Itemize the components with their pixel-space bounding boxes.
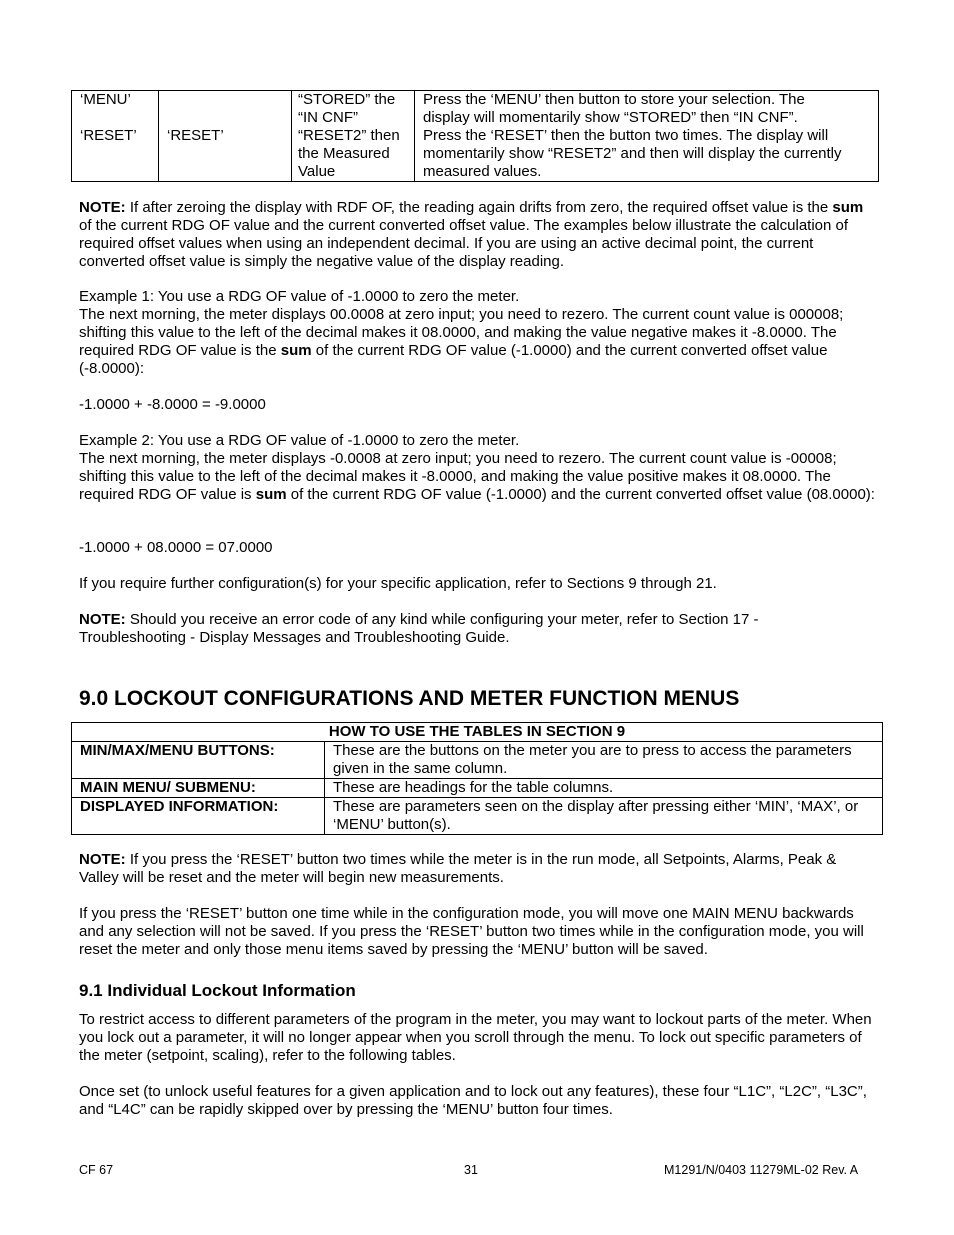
how-table-term: MAIN MENU/ SUBMENU: (72, 779, 325, 798)
note-offset-paragraph: NOTE: If after zeroing the display with RDF OF, the reading again drifts from zero, the required offset value is the sum of the current RDG OF value and the current converted offset value. The examples below illustrate the calculation of required offset values when using an independent decimal. If you are using an active decimal point, the current converted offset value is simply the negative value of the display reading. (79, 199, 864, 270)
lockout-paragraph-2: Once set (to unlock useful features for a given application and to lock out any features), these four “L1C”, “L2C”, “L3C”, and “L4C” can be rapidly skipped over by pressing the ‘MENU’ button four times. (79, 1083, 867, 1118)
example-2-paragraph: Example 2: You use a RDG OF value of -1.0000 to zero the meter. The next morning, the meter displays -0.0008 at zero input; you need to rezero. The current count value is -00008; shifting this value to the left of the decimal makes it -8.0000, and making the value positive makes it 08.0000. The required RDG OF value is sum of the current RDG OF value (-1.0000) and the current converted offset value (08.0000): (79, 432, 875, 503)
reset-configuration-paragraph: If you press the ‘RESET’ button one time while in the configuration mode, you will move one MAIN MENU backwards and any selection will not be saved. If you press the ‘RESET’ button two times while in the configuration mode, you will reset the meter and only those menu items saved by pressing the ‘MENU’ button will be saved. (79, 905, 864, 958)
subsection-title: 9.1 Individual Lockout Information (79, 981, 356, 1000)
how-table-desc: These are the buttons on the meter you are to press to access the parameters given in the same column. (325, 742, 883, 779)
example-2-equation: -1.0000 + 08.0000 = 07.0000 (79, 539, 273, 556)
example-1-equation: -1.0000 + -8.0000 = -9.0000 (79, 396, 266, 413)
table-cell-submenu: ‘RESET’ (159, 91, 292, 182)
how-table-term: MIN/MAX/MENU BUTTONS: (72, 742, 325, 779)
footer-left: CF 67 (79, 1163, 114, 1177)
table-cell-key: ‘MENU’ ‘RESET’ (72, 91, 159, 182)
further-config-paragraph: If you require further configuration(s) for your specific application, refer to Sections 9 through 21. (79, 575, 717, 592)
note-reset-paragraph: NOTE: If you press the ‘RESET’ button two times while the meter is in the run mode, all Setpoints, Alarms, Peak & Valley will be reset and the meter will begin new measurements. (79, 851, 837, 886)
note-error-paragraph: NOTE: Should you receive an error code of any kind while configuring your meter, refer to Section 17 - Troubleshooting - Display Messages and Troubleshooting Guide. (79, 611, 759, 646)
example-1-paragraph: Example 1: You use a RDG OF value of -1.0000 to zero the meter. The next morning, the meter displays 00.0008 at zero input; you need to rezero. The current count value is 000008; shifting this value to the left of the decimal makes it 08.0000, and making the value negative makes it -8.0000. The required RDG OF value is the sum of the current RDG OF value (-1.0000) and the current converted offset value (-8.0000): (79, 288, 844, 377)
menu-reset-table (71, 90, 879, 182)
how-to-use-table (71, 722, 883, 835)
how-table-desc: These are parameters seen on the display after pressing either ‘MIN’, ‘MAX’, or ‘MENU’ button(s). (325, 798, 883, 835)
how-table-header: HOW TO USE THE TABLES IN SECTION 9 (72, 723, 883, 742)
lockout-paragraph-1: To restrict access to different parameters of the program in the meter, you may want to lockout parts of the meter. When you lock out a parameter, it will no longer appear when you scroll through the menu. To lock out specific parameters of the meter (setpoint, scaling), refer to the following tables. (79, 1011, 872, 1064)
how-table-desc: These are headings for the table columns. (325, 779, 883, 798)
table-cell-description: Press the ‘MENU’ then button to store your selection. The display will momentarily show “STORED” then “IN CNF”. Press the ‘RESET’ then the button two times. The display will momentarily show “RESET2” and then will display the currently measured values. (415, 91, 879, 182)
table-cell-display: “STORED” the “IN CNF” “RESET2” then the Measured Value (292, 91, 415, 182)
page-number: 31 (464, 1163, 478, 1177)
footer-right: M1291/N/0403 11279ML-02 Rev. A (664, 1163, 859, 1177)
how-table-term: DISPLAYED INFORMATION: (72, 798, 325, 835)
section-title: 9.0 LOCKOUT CONFIGURATIONS AND METER FUNCTION MENUS (79, 687, 740, 710)
